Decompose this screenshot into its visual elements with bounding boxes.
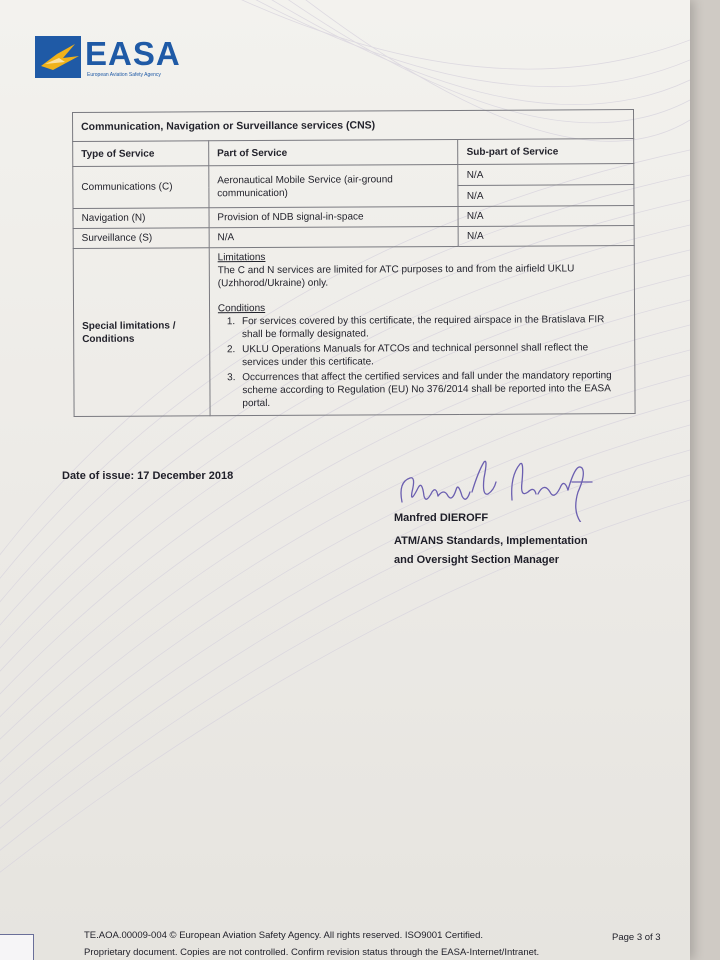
signatory-title-line-1: ATM/ANS Standards, Implementation	[394, 535, 588, 547]
logo-text: EASA	[85, 35, 181, 72]
easa-logo	[35, 36, 185, 82]
header-part-of-service: Part of Service	[209, 139, 459, 165]
table-header-row	[73, 139, 634, 167]
page-number: Page 3 of 3	[612, 932, 661, 943]
communications-type: Communications (C)	[73, 166, 209, 209]
certification-stamp	[0, 934, 34, 960]
table-row-special	[73, 246, 635, 417]
limitations-text: The C and N services are limited for ATC purposes to and from the airfield UKLU (Uzhhorod/Ukraine) only.	[217, 263, 575, 290]
footer-proprietary: Proprietary document. Copies are not controlled. Confirm revision status through the EASA-Internet/Intranet.	[84, 947, 540, 958]
condition-item: 2. UKLU Operations Manuals for ATCOs and technical personnel shall reflect the services under this certificate.	[238, 341, 626, 369]
conditions-heading: Conditions	[217, 302, 266, 315]
limitations-conditions-cell	[209, 246, 635, 416]
table-title-row	[73, 110, 634, 142]
navigation-sub: N/A	[458, 206, 634, 227]
surveillance-sub: N/A	[458, 226, 634, 247]
communications-sub-2: N/A	[458, 185, 634, 207]
surveillance-type: Surveillance (S)	[73, 228, 209, 249]
limitations-heading: Limitations	[217, 251, 266, 264]
surveillance-part: N/A	[209, 226, 459, 247]
easa-logo-icon	[35, 36, 81, 78]
conditions-list	[218, 313, 627, 410]
condition-item: 3. Occurrences that affect the certified services and fall under the mandatory reporting scheme according to Regulation (EU) No 376/2014 shall be reported into the EASA portal.	[238, 369, 626, 410]
signatory-title-line-2: and Oversight Section Manager	[394, 554, 560, 566]
footer-copyright: TE.AOA.00009-004 © European Aviation Safety Agency. All rights reserved. ISO9001 Certified.	[84, 930, 484, 941]
table-row-communications	[73, 164, 634, 188]
signatory-title	[394, 532, 588, 570]
condition-item: 1. For services covered by this certificate, the required airspace in the Bratislava FIR shall be formally designated.	[238, 313, 626, 341]
table-title: Communication, Navigation or Surveillance services (CNS)	[73, 110, 634, 142]
navigation-type: Navigation (N)	[73, 208, 209, 229]
navigation-part: Provision of NDB signal-in-space	[209, 206, 459, 227]
communications-sub-1: N/A	[458, 164, 634, 186]
header-sub-part-of-service: Sub-part of Service	[458, 139, 634, 165]
header-type-of-service: Type of Service	[73, 141, 209, 167]
date-of-issue: Date of issue: 17 December 2018	[62, 470, 234, 482]
special-limitations-label: Special limitations / Conditions	[73, 248, 210, 417]
signatory-name: Manfred DIEROFF	[394, 512, 489, 524]
cns-services-table	[72, 109, 636, 417]
logo-subtitle: European Aviation Safety Agency	[87, 72, 161, 78]
communications-part: Aeronautical Mobile Service (air-ground communication)	[209, 164, 459, 207]
